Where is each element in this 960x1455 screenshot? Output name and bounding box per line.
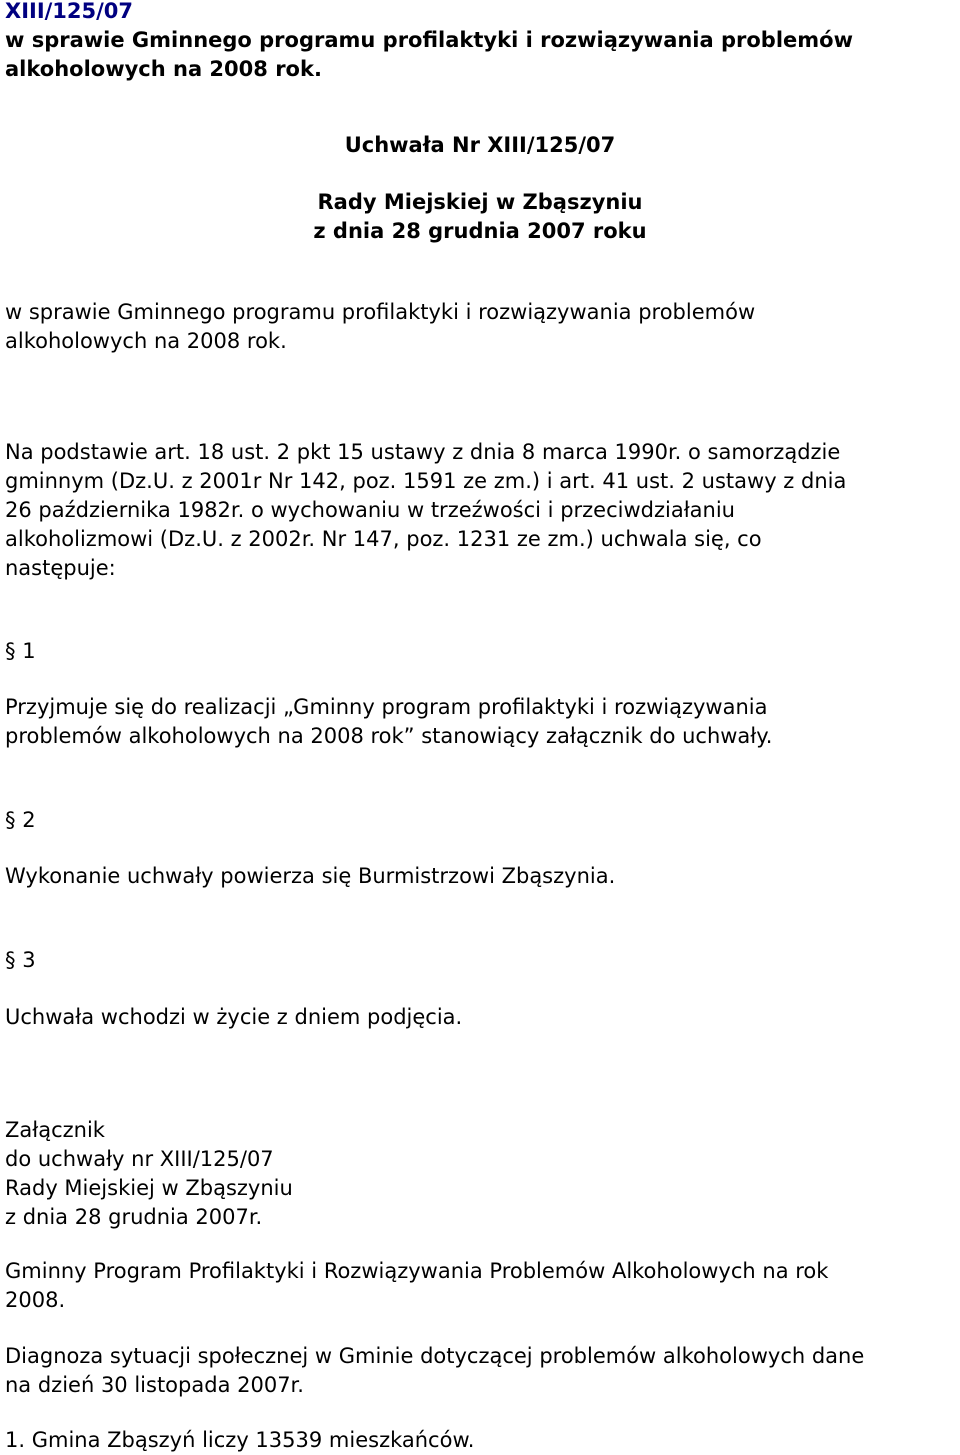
preamble-line: Na podstawie art. 18 ust. 2 pkt 15 ustawy z dnia 8 marca 1990r. o samorządzie bbox=[5, 440, 841, 464]
section-mark: § bbox=[5, 948, 16, 972]
annex-line: z dnia 28 grudnia 2007r. bbox=[5, 1205, 263, 1229]
resolution-council bbox=[5, 188, 955, 246]
section-3-heading bbox=[5, 946, 955, 975]
section-line: Uchwała wchodzi w życie z dniem podjęcia. bbox=[5, 1005, 463, 1029]
subject-line-2: alkoholowych na 2008 rok. bbox=[5, 329, 287, 353]
preamble-line: 26 października 1982r. o wychowaniu w trzeźwości i przeciwdziałaniu bbox=[5, 498, 735, 522]
section-2-heading bbox=[5, 806, 955, 835]
subject-line-1: w sprawie Gminnego programu profilaktyki i rozwiązywania problemów bbox=[5, 300, 756, 324]
diagnosis-line: na dzień 30 listopada 2007r. bbox=[5, 1373, 304, 1397]
program-title-line: Gminny Program Profilaktyki i Rozwiązywania Problemów Alkoholowych na rok bbox=[5, 1259, 829, 1283]
resolution-date: z dnia 28 grudnia 2007 roku bbox=[313, 219, 647, 243]
preamble bbox=[5, 438, 955, 583]
annex-header bbox=[5, 1116, 955, 1232]
preamble-line: alkoholizmowi (Dz.U. z 2002r. Nr 147, poz. 1231 ze zm.) uchwala się, co bbox=[5, 527, 762, 551]
section-mark: § bbox=[5, 808, 16, 832]
resolution-number-link[interactable]: XIII/125/07 bbox=[5, 0, 134, 23]
section-line: Wykonanie uchwały powierza się Burmistrzowi Zbąszynia. bbox=[5, 864, 616, 888]
resolution-subject bbox=[5, 298, 955, 356]
resolution-title: Uchwała Nr XIII/125/07 bbox=[344, 133, 616, 157]
council-name: Rady Miejskiej w Zbąszyniu bbox=[317, 190, 643, 214]
annex-line: Rady Miejskiej w Zbąszyniu bbox=[5, 1176, 293, 1200]
section-line: Przyjmuje się do realizacji „Gminny program profilaktyki i rozwiązywania bbox=[5, 695, 768, 719]
annex-line: Załącznik bbox=[5, 1118, 105, 1142]
section-number: 3 bbox=[22, 948, 36, 972]
preamble-line: gminnym (Dz.U. z 2001r Nr 142, poz. 1591 ze zm.) i art. 41 ust. 2 ustawy z dnia bbox=[5, 469, 847, 493]
point-1 bbox=[5, 1426, 955, 1455]
diagnosis-line: Diagnoza sytuacji społecznej w Gminie dotyczącej problemów alkoholowych dane bbox=[5, 1344, 865, 1368]
program-title-line: 2008. bbox=[5, 1288, 66, 1312]
point-1-text: 1. Gmina Zbąszyń liczy 13539 mieszkańców. bbox=[5, 1428, 475, 1452]
section-mark: § bbox=[5, 639, 16, 663]
annex-line: do uchwały nr XIII/125/07 bbox=[5, 1147, 274, 1171]
diagnosis-heading bbox=[5, 1342, 955, 1400]
section-number: 2 bbox=[22, 808, 36, 832]
header-block bbox=[5, 0, 955, 84]
header-subject-line-2: alkoholowych na 2008 rok. bbox=[5, 57, 322, 81]
section-1-heading bbox=[5, 637, 955, 666]
header-subject-line-1: w sprawie Gminnego programu profilaktyki i rozwiązywania problemów bbox=[5, 28, 853, 52]
program-title bbox=[5, 1257, 955, 1315]
section-number: 1 bbox=[22, 639, 36, 663]
preamble-line: następuje: bbox=[5, 556, 116, 580]
section-2-text bbox=[5, 862, 955, 891]
section-1-text bbox=[5, 693, 955, 751]
section-3-text bbox=[5, 1003, 955, 1032]
section-line: problemów alkoholowych na 2008 rok” stanowiący załącznik do uchwały. bbox=[5, 724, 773, 748]
